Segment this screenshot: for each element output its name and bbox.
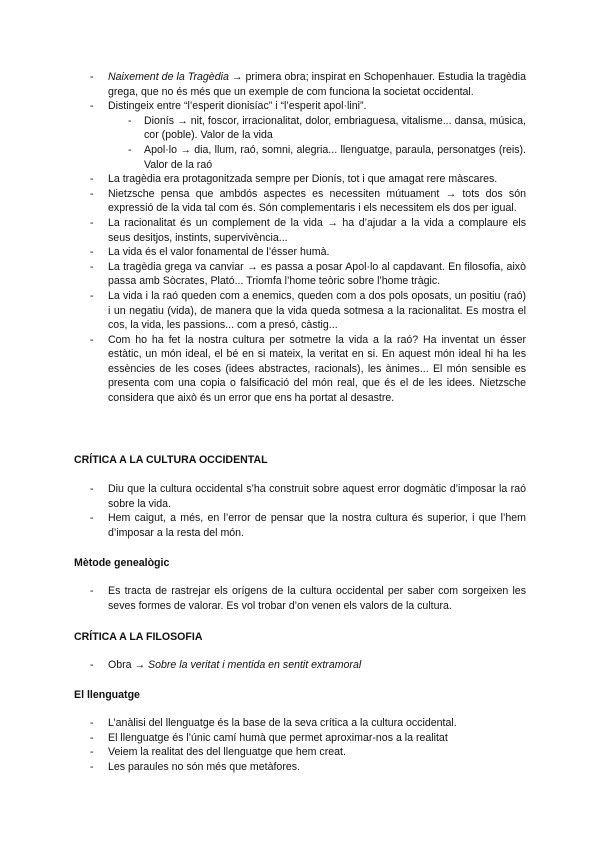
bullet-dash: - xyxy=(128,114,132,127)
bullet-dash: - xyxy=(90,71,94,83)
bullet-dash: - xyxy=(90,746,94,759)
list-item: - La tragèdia grega va canviar → es passa a posar Apol·lo al capdavant. En filosofia, això passa amb Sòcrates, Plató... Triomfa l’home teòric sobre l’home tràgic. xyxy=(90,260,526,288)
book-title: Sobre la veritat i mentida en sentit extramoral xyxy=(148,659,362,671)
list-item: - L’anàlisi del llenguatge és la base de la seva crítica a la cultura occidental. xyxy=(90,717,457,729)
list-item: - Obra → Sobre la veritat i mentida en sentit extramoral xyxy=(90,659,362,671)
list-item: - Nietzsche pensa que ambdós aspectes es necessiten mútuament → tots dos són expressió de la vida tal com és. Són complementaris i els necessitem els dos per igual. xyxy=(90,187,526,215)
nietzsche-tragedy-list xyxy=(0,70,600,406)
bullet-dash: - xyxy=(90,760,94,773)
bullet-dash: - xyxy=(90,717,94,729)
list-item: - Hem caigut, a més, en l’error de pensar que la nostra cultura és superior, i que l’hem d’imposar a la resta del món. xyxy=(90,512,526,539)
section-heading: CRÍTICA A LA FILOSOFIA xyxy=(74,631,203,643)
genealogical-method-list xyxy=(0,584,600,613)
sub-list-item: - Dionís → nit, foscor, irracionalitat, dolor, embriaguesa, vitalisme... dansa, música, cor (poble). Valor de la vida xyxy=(128,114,526,142)
language-list xyxy=(0,716,600,774)
list-item: - La tragèdia era protagonitzada sempre per Dionís, tot i que amagat rere màscares. xyxy=(90,173,498,186)
list-item: - La racionalitat és un complement de la vida → ha d’ajudar a la vida a complaure els seus desitjos, instints, supervivència... xyxy=(90,216,526,244)
bullet-dash: - xyxy=(90,289,94,302)
bullet-dash: - xyxy=(90,100,94,113)
bullet-dash: - xyxy=(90,216,94,229)
bullet-dash: - xyxy=(90,483,94,495)
list-item: - Diu que la cultura occidental s’ha construit sobre aquest error dogmàtic d’imposar la raó sobre la vida. xyxy=(90,483,526,510)
list-item: - Veiem la realitat des del llenguatge que hem creat. xyxy=(90,746,346,759)
bullet-dash: - xyxy=(128,143,132,156)
sub-list-item: - Apol·lo → dia, llum, raó, somni, alegria... llenguatge, paraula, personatges (reis). Valor de la raó xyxy=(128,143,526,171)
bullet-dash: - xyxy=(90,260,94,273)
list-item: - La vida és el valor fonamental de l’ésser humà. xyxy=(90,246,330,259)
book-title: Naixement de la Tragèdia xyxy=(108,71,229,83)
philosophy-critique-list xyxy=(0,658,600,673)
bullet-dash: - xyxy=(90,187,94,200)
section-heading: Mètode genealògic xyxy=(74,557,170,569)
bullet-dash: - xyxy=(90,333,94,346)
list-item: - Naixement de la Tragèdia → primera obra; inspirat en Schopenhauer. Estudia la tragèdia grega, que no és més que un exemple de com funciona la societat occidental. xyxy=(90,71,526,98)
western-culture-list xyxy=(0,482,600,540)
list-item: - Distingeix entre “l’esperit dionisíac” i “l’esperit apol·lini”. xyxy=(90,100,367,113)
bullet-dash: - xyxy=(90,659,94,671)
bullet-dash: - xyxy=(90,731,94,744)
bullet-dash: - xyxy=(90,246,94,259)
list-item: - Les paraules no són més que metàfores. xyxy=(90,760,300,773)
list-item: - Com ho ha fet la nostra cultura per sotmetre la vida a la raó? Ha inventat un ésser estàtic, un món ideal, el bé en si mateix, la veritat en si. En aquest món ideal hi ha les essències de les coses (idees abstractes, racionals), les ànimes... El món sensible es presenta com una copia o falsificació del món real, que és el de les idees. Nietzsche considera que això és un error que ens ha portat al desastre. xyxy=(90,333,526,405)
section-heading: El llenguatge xyxy=(74,689,140,701)
section-heading: CRÍTICA A LA CULTURA OCCIDENTAL xyxy=(74,454,268,466)
list-item: - La vida i la raó queden com a enemics, queden com a dos pols oposats, un positiu (raó) i un negatiu (vida), de manera que la vida queda sotmesa a la racionalitat. Es mostra el cos, la vida, les passions... com a presó, càstig... xyxy=(90,289,526,332)
list-item: - El llenguatge és l’únic camí humà que permet aproximar-nos a la realitat xyxy=(90,731,448,744)
list-item: - Es tracta de rastrejar els orígens de la cultura occidental per saber com sorgeixen les seves formes de valorar. Es vol trobar d’on venen els valors de la cultura. xyxy=(90,585,526,612)
bullet-dash: - xyxy=(90,585,94,597)
bullet-dash: - xyxy=(90,173,94,186)
bullet-dash: - xyxy=(90,512,94,525)
